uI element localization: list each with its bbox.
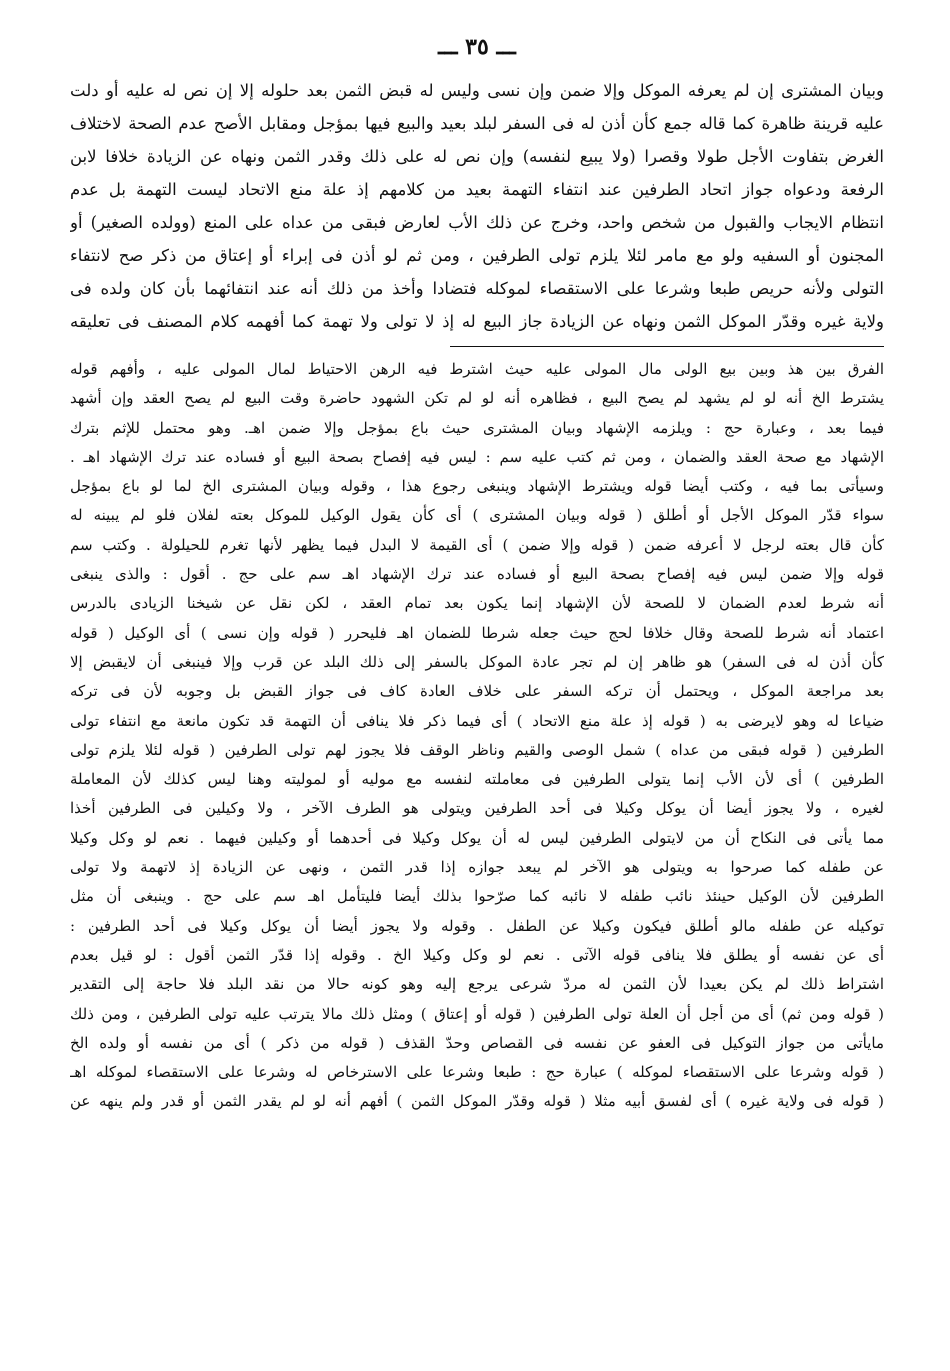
footnote-line: ( قوله ومن ثم) أى من أجل أن العلة تولى الطرفين ( قوله أو إعتاق ) ومثل ذلك مالا يترتب عليه تولى الطرفين ، ومن ذلك — [70, 1004, 884, 1023]
footnote-line: لغيره ، ولا يجوز أيضا أن يوكل وكيلا فى أحد الطرفين ويتولى هو الطرف الآخر ، ولا وكيلين فى الطرفين أخذا — [70, 799, 884, 818]
footnote-line: اشتراط ذلك لم يكن بعيدا لأن الثمن له مردّ شرعى يرجع إليه وهو كونه حالا من نقد البلد فلا حاجة إلى التقدير — [70, 975, 884, 994]
footnote-line: فيما بعد ، وعبارة حج : ويلزمه الإشهاد وبيان المشترى حيث باع بمؤجل وإلا ضمن اهـ. وهو محتمل للإثم بترك — [70, 418, 884, 437]
footnote-line: الفرق بين هذ وبين بيع الولى مال المولى عليه حيث اشترط فيه الرهن الاحتياط لمال المولى عليه ، وأفهم قوله — [70, 360, 884, 378]
footnote-line: الإشهاد مع صحة العقد والضمان ، ومن ثم كتب عليه سم : ليس فيه إفصاح بصحة البيع أو فساده عند ترك الإشهاد اهـ . — [70, 447, 884, 466]
footnote-line: كأن قال بعته لرجل لا أعرفه ضمن ( قوله وإلا ضمن ) أى القيمة لا البدل فيما يظهر لأنها تغرم للحيلولة . وكتب سم — [70, 535, 884, 554]
footnotes — [70, 355, 884, 1117]
footnote-line: وسيأتى بما فيه ، وكتب أيضا قوله ويشترط الإشهاد وينبغى رجوع هذا ، وقوله وبيان المشترى الخ لما لو باع بمؤجل — [70, 477, 884, 496]
footnote-line: ضياعا له وهو لايرضى به ( قوله إذ علة منع الاتحاد ) أى فيما ذكر فلا ينافى أن التهمة قد تكون مانعة مع انتفاء تولى — [70, 711, 884, 730]
main-text-line: التولى ولأنه حريص طبعا وشرعا على الاستقصاء لموكله فتضادا وأخذ من ذلك أنه عند انتفائهما بأن كان ولده فى — [70, 279, 884, 298]
footnote-line: سواء قدّر الموكل الأجل أو أطلق ( قوله وبيان المشترى ) أى كأن يقول الوكيل للموكل بعته لفلان فلو لم يبينه له — [70, 506, 884, 525]
footnote-line: اعتماد أنه شرط للصحة وقال خلافا لحج حيث جعله شرطا للضمان اهـ فليحرر ( قوله وإن نسى ) أى الوكيل ( قوله — [70, 623, 884, 642]
main-text-line: الغرض بتفاوت الأجل طولا وقصرا (ولا يبيع لنفسه) وإن نص له على ذلك وقدر الثمن ونهاه عن الزيادة خلافا لابن — [70, 147, 884, 166]
footnote-line: مما يأتى فى النكاح أن من لايتولى الطرفين ليس له أن يوكل وكيلا فى أحدهما أو وكيلين فيهما . نعم لو وكل وكيلا — [70, 828, 884, 847]
footnote-line: عن طفله كما صرحوا به ويتولى هو الآخر لم يبعد جوازه إذا قدر الثمن ، ونهى عن الزيادة إذ لاتهمة ولا تولى — [70, 858, 884, 877]
footnote-line: قوله وإلا ضمن ليس فيه إفصاح بصحة البيع أو فساده عند ترك الإشهاد اهـ سم على حج . أقول : والذى ينبغى — [70, 565, 884, 584]
main-text-line: الرفعة ودعواه جواز اتحاد الطرفين عند انتفاء التهمة بعيد من كلامهم إذ علة منع الاتحاد ليست التهمة بل عدم — [70, 180, 884, 199]
footnote-line: ( قوله وشرعا على الاستقصاء لموكله ) عبارة حج : طبعا وشرعا على الاسترخاص له وشرعا على الاستقصاء لموكله اهـ — [70, 1063, 884, 1082]
main-text-line: ولاية غيره وقدّر الموكل الثمن ونهاه عن الزيادة جاز البيع له إذ لا تولى ولا تهمة كما أفهمه كلام المصنف فى تعليقه — [70, 312, 884, 331]
footnote-line: الطرفين ( قوله فبقى من عداه ) شمل الوصى والقيم وناظر الوقف فلا يجوز لهم تولى الطرفين ( قوله لئلا يلزم تولى — [70, 740, 884, 759]
footnote-line: الطرفين ) أى لأن الأب إنما يتولى الطرفين فى معاملته لنفسه مع موليه أو لموليته وهنا ليس كذلك لأن المعاملة — [70, 770, 884, 789]
footnote-line: كأن أذن له فى السفر) هو ظاهر إن لم تجر عادة الموكل بالسفر إلى ذلك البلد عن قرب وإلا فينبغى أن لايقبض إلا — [70, 652, 884, 671]
page-number: ـــ ٣٥ ـــ — [438, 34, 516, 60]
footnote-divider — [450, 346, 884, 347]
main-text — [70, 74, 884, 338]
main-text-line: عليه قرينة ظاهرة كما قاله جمع كأن أذن له فى السفر لبلد بعيد والبيع فيها بمؤجل ومقابل الأصح عدم الصحة لاختلاف — [70, 114, 884, 133]
footnote-line: الطرفين لأن الوكيل حينئذ نائب طفله لا نائبه كما صرّحوا بذلك أيضا فليتأمل اهـ سم على حج . وينبغى أن مثل — [70, 887, 884, 906]
footnote-line: أى عن نفسه أو يطلق فلا ينافى قوله الآتى . نعم لو وكل وكيلا الخ . وقوله إذا قدّر الثمن أقول : لو قيل بعدم — [70, 945, 884, 964]
footnote-line: ( قوله فى ولاية غيره ) أى لفسق أبيه مثلا ( قوله وقدّر الموكل الثمن ) أفهم أنه لو لم يقدر الثمن أو قدر ولم ينهه عن — [70, 1092, 884, 1111]
main-text-line: وبيان المشترى إن لم يعرفه الموكل وإلا ضمن وإن نسى وليس له قبض الثمن بعد حلوله إلا إن نص له عليه أو دلت — [70, 81, 884, 100]
footnote-line: بعد مراجعة الموكل ، ويحتمل أن تركه السفر على خلاف العادة كاف فى جواز القبض بل وجوبه لأن فى تركه — [70, 682, 884, 701]
main-text-line: انتظام الايجاب والقبول من شخص واحد، وخرج عن ذلك الأب لعارض فبقى من عداه على المنع (وولده الصغير) أو — [70, 213, 884, 232]
footnote-line: توكيله عن طفله مالو أطلق فيكون وكيلا عن الطفل . وقوله ولا يجوز أيضا أن يوكل وكيلا فى أحد الطرفين : — [70, 916, 884, 935]
footnote-line: أنه شرط لعدم الضمان لا للصحة لأن الإشهاد إنما يكون بعد تمام العقد ، لكن نقل عن شيخنا الزيادى بالدرس — [70, 594, 884, 613]
footnote-line: مايأتى من جواز التوكيل فى العفو عن نفسه فى القصاص وحدّ القذف ( قوله من ذكر ) أى من نفسه أو ولده الخ — [70, 1033, 884, 1052]
main-text-line: المجنون أو السفيه ولو مع مامر لئلا يلزم تولى الطرفين ، ومن ثم لو أذن فى إبراء أو إعتاق من ذكر صح لانتفاء — [70, 246, 884, 265]
footnote-line: يشترط الخ أنه لو لم يشهد لم يصح البيع ، فظاهره أنه لو لم تكن الشهود حاضرة وقت البيع لم يصح العقد وإن أشهد — [70, 389, 884, 408]
